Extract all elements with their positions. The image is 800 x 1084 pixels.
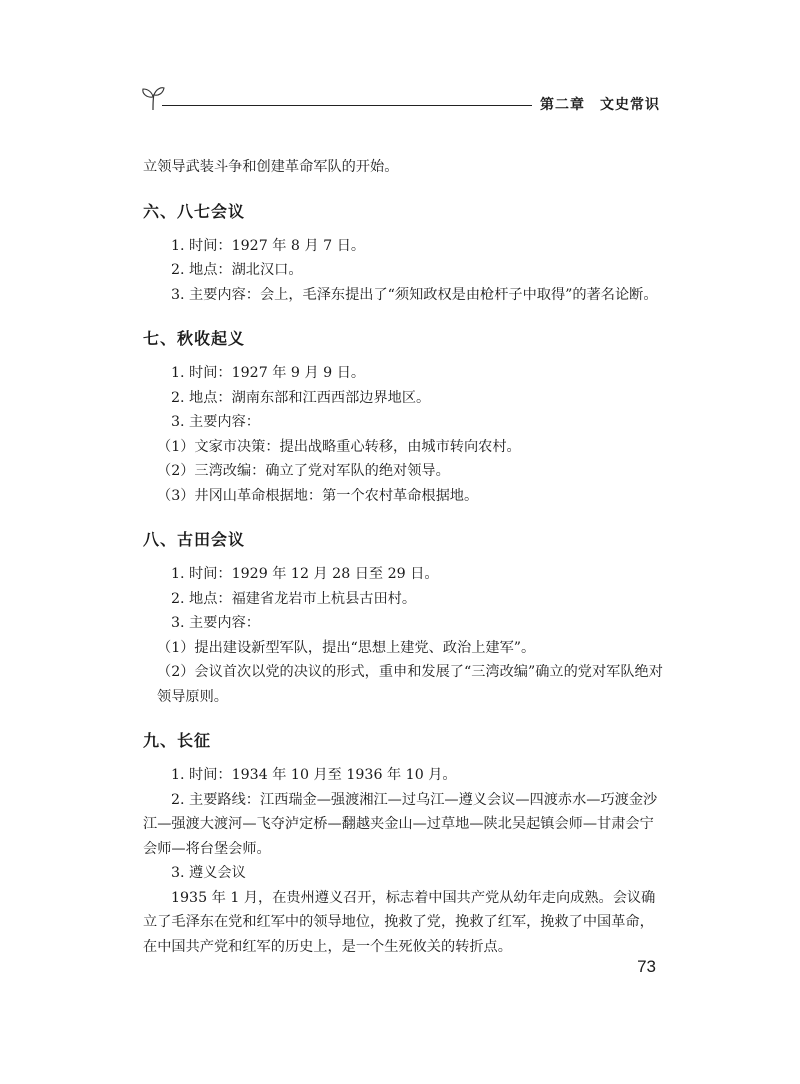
- running-header: [140, 84, 660, 114]
- section-heading: 八、古田会议: [143, 530, 246, 549]
- page-body: [143, 155, 665, 959]
- list-item: 3. 主要内容：: [171, 414, 260, 430]
- sub-item: （1）提出建设新型军队，提出“思想上建党、政治上建军”。: [157, 639, 536, 656]
- sub-item: （2）会议首次以党的决议的形式，重申和发展了“三湾改编”确立的党对军队绝对领导原则。: [157, 664, 663, 705]
- chapter-title: 第二章 文史常识: [540, 97, 660, 113]
- section-heading: 六、八七会议: [143, 201, 246, 221]
- list-item: 3. 主要内容：会上，毛泽东提出了“须知政权是由枪杆子中取得”的著名论断。: [171, 286, 658, 303]
- list-item: 1. 时间：1927 年 8 月 7 日。: [171, 237, 366, 254]
- list-item: 2. 地点：湖北汉口。: [171, 262, 303, 278]
- intro-text: 立领导武装斗争和创建革命军队的开始。: [143, 159, 399, 175]
- page-number: 73: [637, 957, 656, 976]
- list-item: 1. 时间：1927 年 9 月 9 日。: [171, 365, 366, 381]
- list-item: 2. 地点：福建省龙岩市上杭县古田村。: [171, 590, 417, 607]
- sub-item: （2）三湾改编：确立了党对军队的绝对领导。: [157, 463, 450, 479]
- list-item: 3. 遵义会议: [171, 865, 246, 881]
- list-item: 1. 时间：1929 年 12 月 28 日至 29 日。: [171, 566, 439, 582]
- body-paragraph: 1935 年 1 月，在贵州遵义召开，标志着中国共产党从幼年走向成熟。会议确立了毛泽东在党和红军中的领导地位，挽救了党，挽救了红军，挽救了中国革命，在中国共产党和红军的历史上，是一个生死攸关的转折点。: [143, 889, 656, 955]
- sprout-icon: [140, 84, 166, 112]
- sub-item: （3）井冈山革命根据地：第一个农村革命根据地。: [157, 487, 479, 504]
- section-heading: 七、秋收起义: [143, 329, 246, 348]
- list-item: 2. 地点：湖南东部和江西西部边界地区。: [171, 389, 431, 406]
- list-item: 3. 主要内容：: [171, 615, 260, 631]
- sub-item: （1）文家市决策：提出战略重心转移，由城市转向农村。: [157, 438, 521, 455]
- list-item: 1. 时间：1934 年 10 月至 1936 年 10 月。: [171, 767, 457, 783]
- section-heading: 九、长征: [143, 731, 212, 750]
- header-rule: [162, 105, 532, 106]
- list-item: 2. 主要路线：江西瑞金—强渡湘江—过乌江—遵义会议—四渡赤水—巧渡金沙江—强渡大渡河—飞夺泸定桥—翻越夹金山—过草地—陕北吴起镇会师—甘肃会宁会师—将台堡会师。: [143, 791, 658, 857]
